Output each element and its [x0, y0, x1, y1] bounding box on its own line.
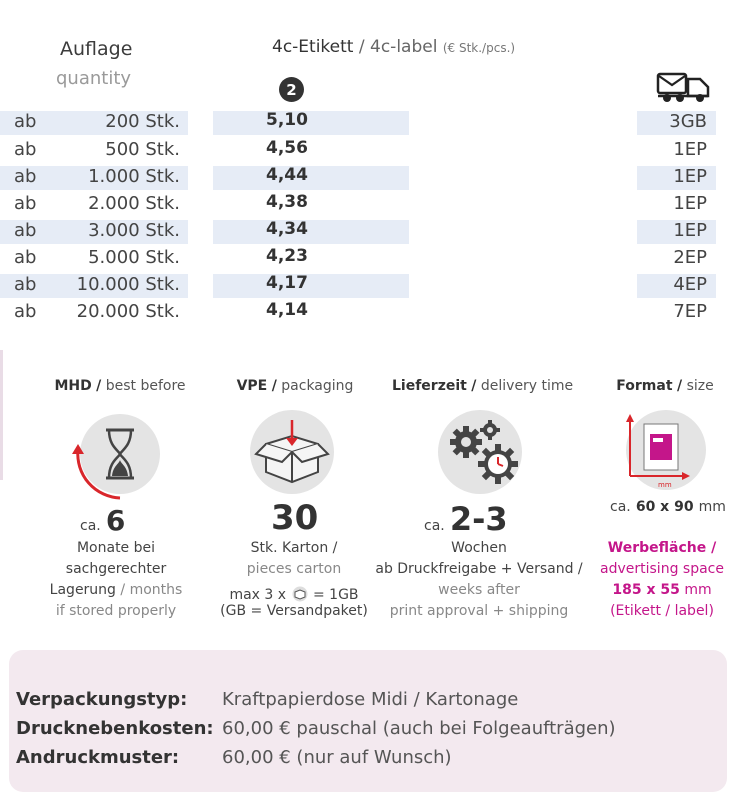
format-title [590, 378, 730, 394]
table-row [0, 138, 730, 164]
mm-marker: mm [658, 481, 672, 489]
table-row [0, 300, 730, 326]
advertising-unit: mm [684, 582, 712, 598]
advertising-space [594, 538, 730, 622]
row-shipping: 3GB [669, 111, 707, 132]
proof-sample-value: 60,00 € (nur auf Wunsch) [222, 747, 452, 768]
delivery-title-de: Lieferzeit [392, 378, 467, 394]
mhd-value [80, 504, 125, 537]
mhd-title-sep: / [96, 378, 102, 394]
row-prefix: ab [14, 166, 37, 187]
row-shipping: 7EP [673, 301, 707, 322]
row-quantity: 3.000 Stk. [88, 220, 180, 241]
row-quantity: 1.000 Stk. [88, 166, 180, 187]
table-row [0, 219, 730, 245]
row-quantity: 200 Stk. [105, 111, 180, 132]
box-icon [248, 408, 336, 496]
delivery-weeks: 2-3 [449, 500, 508, 538]
mhd-months: 6 [105, 504, 126, 537]
hourglass-icon [72, 410, 164, 502]
label-size-icon [620, 408, 712, 492]
row-price: 4,38 [266, 192, 308, 212]
format-title-sep: / [676, 378, 683, 394]
row-prefix: ab [14, 139, 37, 160]
row-price: 4,23 [266, 246, 308, 266]
vpe-description [214, 538, 374, 580]
row-price: 5,10 [266, 110, 308, 130]
delivery-title [392, 378, 572, 394]
delivery-line1: Wochen [451, 540, 507, 556]
format-size-unit: mm [698, 499, 726, 515]
row-quantity: 500 Stk. [105, 139, 180, 160]
format-title-de: Format [616, 378, 673, 394]
table-row [0, 110, 730, 136]
table-row [0, 273, 730, 299]
mhd-line1: Monate bei [76, 540, 156, 556]
packaging-type-value: Kraftpapierdose Midi / Kartonage [222, 689, 519, 710]
print-costs-value: 60,00 € pauschal (auch bei Folgeaufträgen) [222, 718, 616, 739]
vpe-line2-en: pieces carton [246, 561, 342, 577]
vpe-line1: Stk. Karton / [250, 540, 338, 556]
vpe-note [214, 586, 374, 619]
delivery-line2: ab Druckfreigabe + Versand / [375, 561, 583, 577]
row-price: 4,14 [266, 300, 308, 320]
row-prefix: ab [14, 220, 37, 241]
row-quantity: 2.000 Stk. [88, 193, 180, 214]
delivery-value [424, 500, 508, 538]
row-shipping: 1EP [673, 166, 707, 187]
row-price: 4,44 [266, 165, 308, 185]
mhd-description [36, 538, 196, 622]
delivery-ca: ca. [424, 518, 445, 534]
vpe-title-de: VPE [236, 378, 268, 394]
mhd-line3-de: Lagerung [49, 582, 116, 598]
quantity-header: Auflage [60, 38, 133, 60]
vpe-note-pre: max 3 x [229, 587, 287, 603]
vpe-title-en: packaging [281, 378, 354, 394]
delivery-line4-en: print approval + shipping [389, 603, 569, 619]
mhd-title [40, 378, 200, 394]
mhd-line2: sachgerechter [65, 561, 167, 577]
row-quantity: 10.000 Stk. [76, 274, 180, 295]
delivery-description [373, 538, 585, 622]
table-row [0, 165, 730, 191]
label-header-en: 4c-label [370, 37, 438, 57]
advertising-value: 185 x 55 [612, 582, 680, 598]
gears-clock-icon [436, 408, 528, 496]
mhd-title-de: MHD [54, 378, 92, 394]
row-shipping: 1EP [673, 220, 707, 241]
row-price: 4,56 [266, 138, 308, 158]
vpe-title-sep: / [271, 378, 277, 394]
quantity-header-en: quantity [56, 68, 132, 89]
advertising-note: (Etikett / label) [610, 603, 714, 619]
label-header [272, 37, 515, 57]
row-prefix: ab [14, 274, 37, 295]
format-size [610, 496, 726, 515]
row-shipping: 2EP [673, 247, 707, 268]
option-number-badge: 2 [279, 77, 304, 102]
row-shipping: 1EP [673, 139, 707, 160]
row-shipping: 1EP [673, 193, 707, 214]
advertising-title-en: advertising space [600, 561, 724, 577]
side-accent-bar [0, 350, 3, 480]
label-header-unit: (€ Stk./pcs.) [442, 41, 516, 55]
mhd-line3-sep: / [120, 582, 126, 598]
row-prefix: ab [14, 111, 37, 132]
row-quantity: 5.000 Stk. [88, 247, 180, 268]
packaging-type-label: Verpackungstyp: [16, 689, 188, 710]
label-header-de: 4c-Etikett [272, 37, 354, 57]
delivery-title-sep: / [471, 378, 477, 394]
table-row [0, 192, 730, 218]
proof-sample-label: Andruckmuster: [16, 747, 180, 768]
format-size-value: 60 x 90 [635, 499, 694, 515]
small-box-icon [291, 586, 309, 602]
table-row [0, 246, 730, 272]
mhd-line3-en: months [129, 582, 183, 598]
format-title-en: size [686, 378, 714, 394]
format-ca: ca. [610, 499, 631, 515]
advertising-title-de: Werbefläche / [607, 540, 717, 556]
mhd-line4-en: if stored properly [55, 603, 177, 619]
row-price: 4,34 [266, 219, 308, 239]
label-header-sep: / [358, 37, 365, 57]
delivery-title-en: delivery time [480, 378, 574, 394]
truck-icon [656, 70, 712, 104]
mhd-ca: ca. [80, 518, 101, 534]
vpe-note2: (GB = Versandpaket) [220, 603, 368, 619]
row-quantity: 20.000 Stk. [76, 301, 180, 322]
delivery-line3-en: weeks after [438, 582, 520, 598]
vpe-note-post: = 1GB [312, 587, 359, 603]
print-costs-label: Drucknebenkosten: [16, 718, 214, 739]
row-shipping: 4EP [673, 274, 707, 295]
row-prefix: ab [14, 301, 37, 322]
row-prefix: ab [14, 193, 37, 214]
row-prefix: ab [14, 247, 37, 268]
vpe-title [215, 378, 375, 394]
vpe-value: 30 [271, 498, 319, 538]
mhd-title-en: best before [105, 378, 186, 394]
row-price: 4,17 [266, 273, 308, 293]
